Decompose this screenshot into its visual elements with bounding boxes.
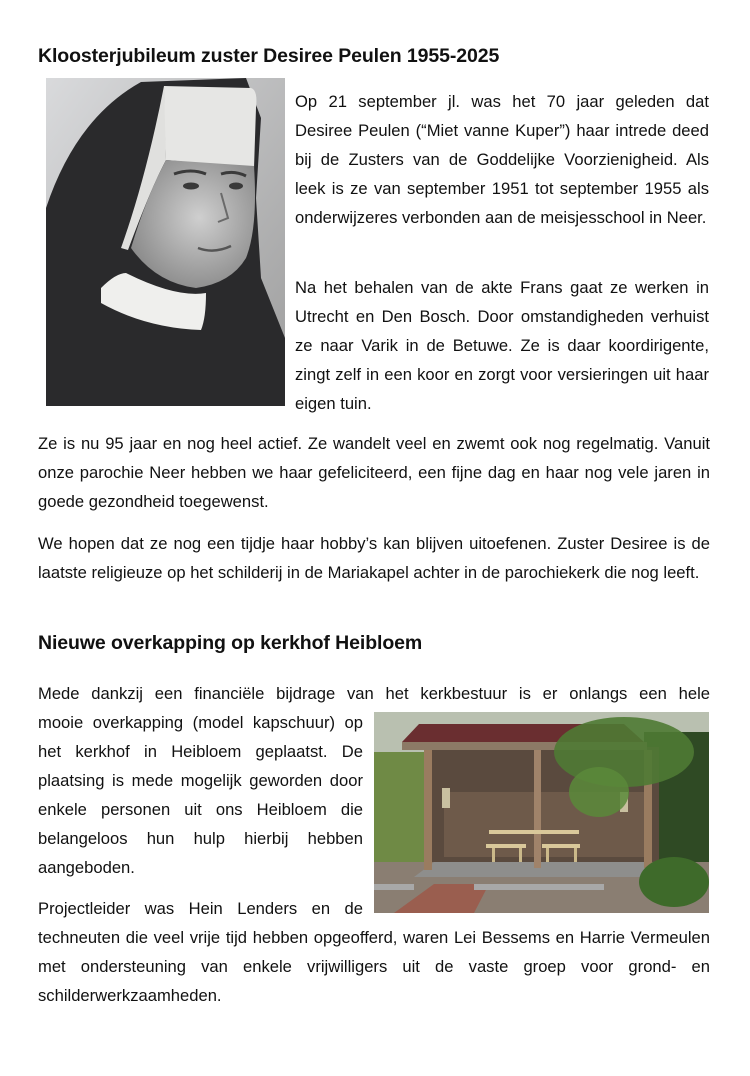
paragraph-intrede: Op 21 september jl. was het 70 jaar geleden dat Desiree Peulen (“Miet vanne Kuper”) haar intrede deed bij de Zusters van de Goddelijke Voorzienigheid. Als leek is ze van september 1951 tot september 1955 als onderwijzeres verbonden aan de meisjesschool in Neer.: [295, 92, 709, 227]
portrait-photo-nun: [46, 78, 285, 406]
paragraph-akte-frans: Na het behalen van de akte Frans gaat ze werken in Utrecht en Den Bosch. Door omstandigheden verhuist ze naar Varik in de Betuwe. Ze is daar koordirigente, zingt zelf in een koor en zorgt voor versieringen uit haar eigen tuin.: [295, 278, 709, 413]
paragraph-95-jaar: Ze is nu 95 jaar en nog heel actief. Ze wandelt veel en zwemt ook nog regelmatig. Vanuit onze parochie Neer hebben we haar gefeliciteerd, een fijne dag en haar nog vele jaren in goede gezondheid toegewenst.: [38, 434, 710, 511]
article-title-overkapping: Nieuwe overkapping op kerkhof Heibloem: [38, 632, 423, 654]
paragraph-projectleider-line1: Projectleider was Hein Lenders en de: [38, 899, 363, 918]
paragraph-hobbys: We hopen dat ze nog een tijdje haar hobby’s kan blijven uitoefenen. Zuster Desiree is de laatste religieuze op het schilderij in de Mariakapel achter in de parochiekerk die nog leeft.: [38, 534, 710, 582]
shelter-photo-icon: [374, 712, 709, 913]
paragraph-financiele-bijdrage-line1: Mede dankzij een financiële bijdrage van het kerkbestuur is er onlangs een hele: [38, 684, 710, 703]
photo-shelter: [374, 712, 709, 913]
paragraph-projectleider: techneuten die veel vrije tijd hebben opgeofferd, waren Lei Bessems en Harrie Vermeulen met ondersteuning van enkele vrijwilligers uit de vaste groep voor grond- en schilderwerkzaamheden.: [38, 928, 710, 1005]
nun-portrait-icon: [46, 78, 285, 406]
paragraph-financiele-bijdrage: mooie overkapping (model kapschuur) op het kerkhof in Heibloem geplaatst. De plaatsing is mede mogelijk geworden door enkele personen uit ons Heibloem die belangeloos hun hulp hierbij hebben aangeboden.: [38, 713, 363, 877]
article-title-kloosterjubileum: Kloosterjubileum zuster Desiree Peulen 1955-2025: [38, 45, 500, 67]
